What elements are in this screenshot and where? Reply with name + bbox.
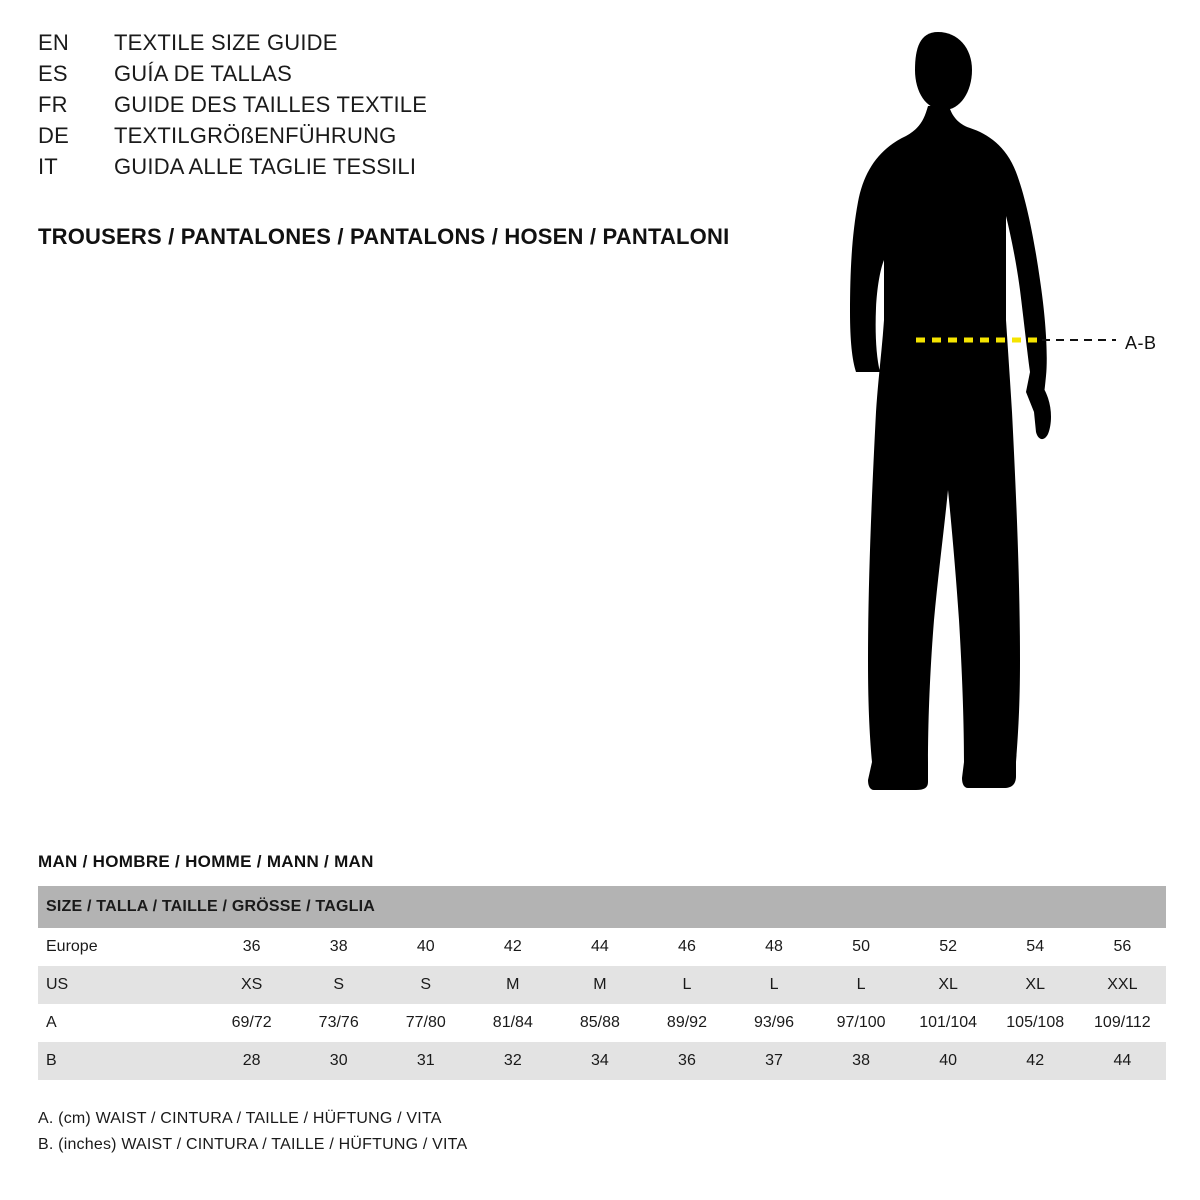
male-silhouette-icon (820, 20, 1180, 810)
cell: 37 (730, 1042, 817, 1080)
cell: XS (208, 966, 295, 1004)
cell: 34 (556, 1042, 643, 1080)
language-title: TEXTILE SIZE GUIDE (114, 30, 338, 55)
cell: S (382, 966, 469, 1004)
garment-type-title: TROUSERS / PANTALONES / PANTALONS / HOSEN / PANTALONI (38, 224, 730, 249)
language-title: GUIDA ALLE TAGLIE TESSILI (114, 154, 417, 179)
language-title: TEXTILGRÖßENFÜHRUNG (114, 123, 397, 148)
cell: 93/96 (730, 1004, 817, 1042)
cell: 31 (382, 1042, 469, 1080)
table-row (38, 1004, 1166, 1042)
row-label-europe: Europe (38, 928, 208, 966)
cell: 54 (992, 928, 1079, 966)
cell: 42 (992, 1042, 1079, 1080)
cell: 36 (208, 928, 295, 966)
legend-line-a: A. (cm) WAIST / CINTURA / TAILLE / HÜFTUNG / VITA (38, 1110, 442, 1127)
language-row (38, 154, 798, 185)
cell: 38 (295, 928, 382, 966)
cell: 42 (469, 928, 556, 966)
cell: 36 (643, 1042, 730, 1080)
size-table (38, 886, 1166, 1080)
cell: 97/100 (818, 1004, 905, 1042)
row-label-us: US (38, 966, 208, 1004)
language-row (38, 30, 798, 61)
cell: XXL (1079, 966, 1166, 1004)
measurement-legend (38, 1106, 1166, 1158)
cell: XL (992, 966, 1079, 1004)
size-table-section (38, 852, 1166, 1158)
table-header-label: SIZE / TALLA / TAILLE / GRÖSSE / TAGLIA (38, 886, 1166, 928)
cell: 40 (905, 1042, 992, 1080)
measurement-figure (820, 20, 1180, 810)
cell: L (818, 966, 905, 1004)
language-row (38, 61, 798, 92)
row-label-a: A (38, 1004, 208, 1042)
cell: 73/76 (295, 1004, 382, 1042)
cell: 40 (382, 928, 469, 966)
table-row (38, 966, 1166, 1004)
table-row (38, 1042, 1166, 1080)
language-code: EN (38, 30, 69, 55)
cell: 30 (295, 1042, 382, 1080)
cell: L (643, 966, 730, 1004)
row-label-b: B (38, 1042, 208, 1080)
table-row (38, 928, 1166, 966)
cell: 85/88 (556, 1004, 643, 1042)
language-code: FR (38, 92, 68, 117)
cell: 69/72 (208, 1004, 295, 1042)
language-row (38, 92, 798, 123)
cell: 105/108 (992, 1004, 1079, 1042)
cell: 44 (1079, 1042, 1166, 1080)
language-title: GUÍA DE TALLAS (114, 61, 293, 86)
cell: M (469, 966, 556, 1004)
cell: 101/104 (905, 1004, 992, 1042)
table-section-title: MAN / HOMBRE / HOMME / MANN / MAN (38, 852, 374, 871)
language-code: IT (38, 154, 58, 179)
cell: 109/112 (1079, 1004, 1166, 1042)
table-header-row (38, 886, 1166, 928)
cell: 52 (905, 928, 992, 966)
cell: 44 (556, 928, 643, 966)
cell: S (295, 966, 382, 1004)
language-list (38, 30, 798, 185)
cell: 77/80 (382, 1004, 469, 1042)
cell: 46 (643, 928, 730, 966)
cell: XL (905, 966, 992, 1004)
legend-line-b: B. (inches) WAIST / CINTURA / TAILLE / HÜFTUNG / VITA (38, 1136, 468, 1153)
cell: 50 (818, 928, 905, 966)
cell: 38 (818, 1042, 905, 1080)
cell: L (730, 966, 817, 1004)
language-code: ES (38, 61, 68, 86)
language-title: GUIDE DES TAILLES TEXTILE (114, 92, 428, 117)
language-code: DE (38, 123, 69, 148)
language-row (38, 123, 798, 154)
cell: 32 (469, 1042, 556, 1080)
cell: 89/92 (643, 1004, 730, 1042)
cell: 28 (208, 1042, 295, 1080)
cell: M (556, 966, 643, 1004)
cell: 56 (1079, 928, 1166, 966)
cell: 48 (730, 928, 817, 966)
measurement-label-ab: A-B (1125, 333, 1157, 353)
cell: 81/84 (469, 1004, 556, 1042)
